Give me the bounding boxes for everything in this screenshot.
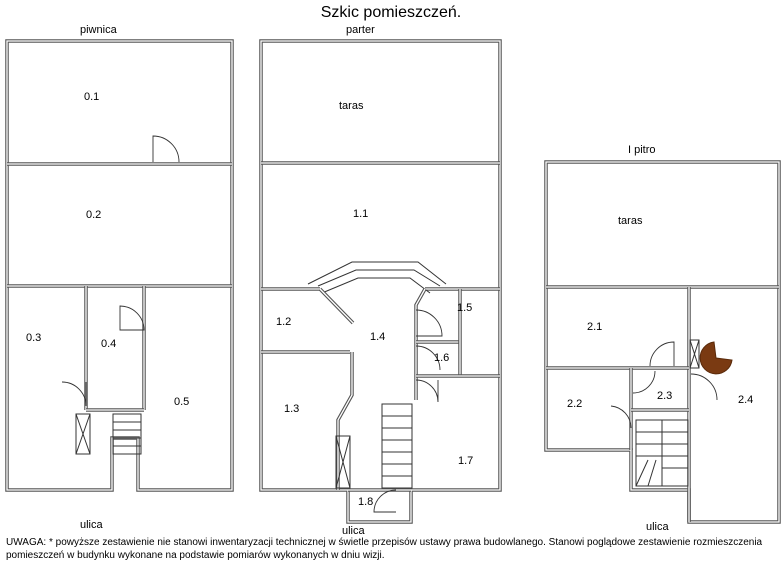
floor-label-parter: parter bbox=[346, 24, 375, 36]
room-label: 1.4 bbox=[370, 331, 386, 343]
room-label: 2.3 bbox=[657, 390, 673, 402]
floor-label-piwnica: piwnica bbox=[80, 24, 117, 36]
room-label: 1.1 bbox=[353, 208, 369, 220]
street-label-piwnica: ulica bbox=[80, 519, 103, 531]
street-label-parter: ulica bbox=[342, 525, 365, 537]
room-label: 1.6 bbox=[434, 352, 450, 364]
stove-icon bbox=[700, 342, 732, 374]
room-label: 1.5 bbox=[457, 302, 473, 314]
floor-i-pitro bbox=[546, 162, 779, 522]
room-label: 1.3 bbox=[284, 403, 300, 415]
room-label: 2.1 bbox=[587, 321, 603, 333]
room-label: 0.3 bbox=[26, 332, 42, 344]
floor-piwnica bbox=[7, 41, 232, 490]
floor-label-i-pitro: I pitro bbox=[628, 144, 656, 156]
room-label: taras bbox=[339, 100, 364, 112]
room-label: taras bbox=[618, 215, 643, 227]
room-label: 0.4 bbox=[101, 338, 117, 350]
room-label: 1.7 bbox=[458, 455, 474, 467]
page-title: Szkic pomieszczeń. bbox=[320, 4, 462, 21]
disclaimer-note: UWAGA: * powyższe zestawienie nie stanowi inwentaryzacji technicznej w świetle przepisów ustawy prawa budowlanego. Stanowi poglądowe zestawienie rozmieszczenia pomieszczeń w budynku wykonane na podstawie pomiarów wykonanych w dniu wizji. bbox=[6, 537, 763, 561]
floor-parter bbox=[261, 41, 500, 522]
room-label: 0.2 bbox=[86, 209, 102, 221]
room-label: 0.1 bbox=[84, 91, 100, 103]
room-label: 0.5 bbox=[174, 396, 190, 408]
room-label: 2.2 bbox=[567, 398, 583, 410]
street-label-i-pitro: ulica bbox=[646, 521, 669, 533]
room-label: 1.8 bbox=[358, 496, 374, 508]
room-label: 2.4 bbox=[738, 394, 754, 406]
room-label: 1.2 bbox=[276, 316, 292, 328]
